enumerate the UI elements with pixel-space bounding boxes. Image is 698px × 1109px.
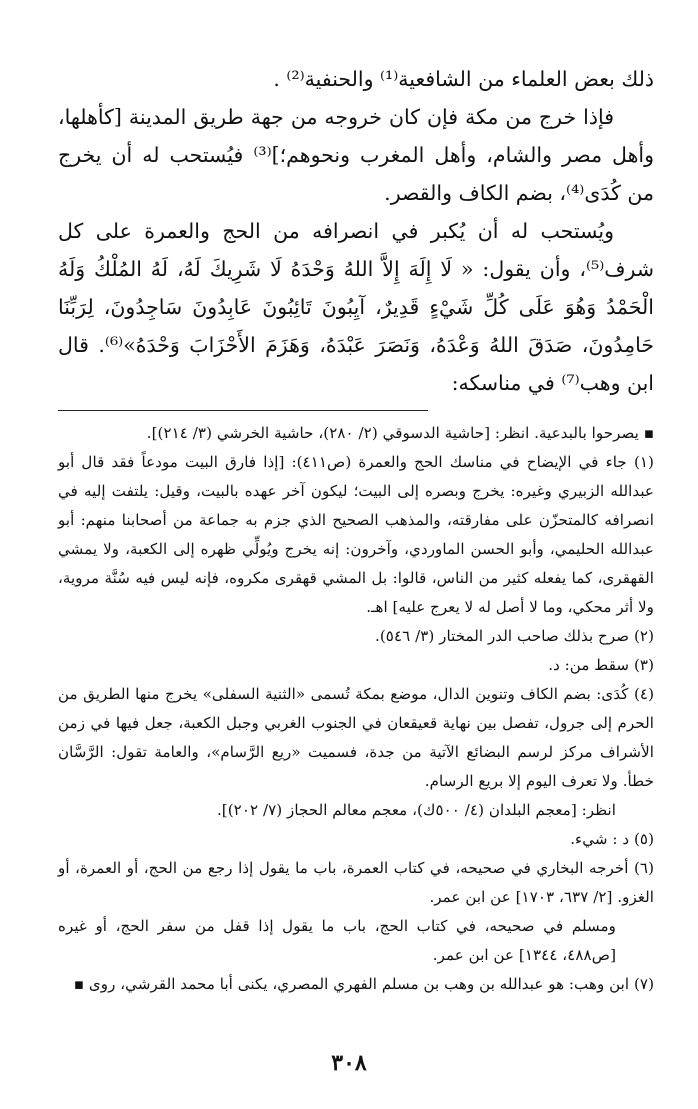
footnote: (٢) صرح بذلك صاحب الدر المختار (٣/ ٥٤٦).: [375, 627, 654, 645]
footnote: (٥) د : شيء.: [570, 830, 654, 848]
footnote-separator: [58, 410, 428, 411]
main-paragraph: فإذا خرج من مكة فإن كان خروجه من جهة طريق المدينة [كأهلها، وأهل مصر والشام، وأهل المغرب ونحوهم؛]⁽³⁾ فيُستحب له أن يخرج من كُدَى⁽⁴⁾، بضم الكاف والقصر.: [58, 105, 654, 205]
main-text: [58, 60, 654, 402]
footnote: ▪ يصرحوا بالبدعية. انظر: [حاشية الدسوقي (٢/ ٢٨٠)، حاشية الخرشي (٣/ ٢١٤)].: [146, 424, 654, 442]
footnote: (٣) سقط من: د.: [548, 656, 654, 674]
footnote: (١) جاء في الإيضاح في مناسك الحج والعمرة (ص٤١١): [إذا فارق البيت مودعاً فقد قال أبو عبدالله الزبيري وغيره: يخرج وبصره إلى البيت؛ ليكون آخر عهده بالبيت، وقيل: يلتفت إليه في انصرافه كالمتحزّن على مفارقته، والمذهب الصحيح الذي جزم به جماعة من أصحابنا منهم: أبو عبدالله الحليمي، وأبو الحسن الماوردي، وآخرون: إنه يخرج ويُولِّي ظهره إلى الكعبة، ولا يمشي القهقرى، كما يفعله كثير من الناس، قالوا: بل المشي قهقرى مكروه، فإنه ليس فيه سُنَّة مروية، ولا أثر محكي، وما لا أصل له لا يعرج عليه] اهـ.: [58, 453, 654, 616]
page-number: ٣٠٨: [331, 1050, 367, 1076]
footnote: (٧) ابن وهب: هو عبدالله بن وهب بن مسلم الفهري المصري، يكنى أبا محمد القرشي، روى ▪: [73, 975, 654, 993]
main-paragraph: ويُستحب له أن يُكبر في انصرافه من الحج والعمرة على كل شرف⁽⁵⁾، وأن يقول: « لَا إِلَهَ إِلاَّ اللهُ وَحْدَهُ لَا شَرِيكَ لَهُ، لَهُ المُلْكُ وَلَهُ الْحَمْدُ وَهُوَ عَلَى كُلِّ شَيْءٍ قَدِيرٌ، آيِبُونَ تَائِبُونَ عَابِدُونَ سَاجِدُونَ، لِرَبِّنَا حَامِدُونَ، صَدَقَ اللهُ وَعْدَهُ، وَنَصَرَ عَبْدَهُ، وَهَزَمَ الأَحْزَابَ وَحْدَهُ»⁽⁶⁾. قال ابن وهب⁽⁷⁾ في مناسكه:: [58, 219, 654, 395]
book-page: [58, 60, 654, 999]
footnote: (٦) أخرجه البخاري في صحيحه، في كتاب العمرة، باب ما يقول إذا رجع من الحج، أو العمرة، أو الغزو. [٢/ ٦٣٧، ١٧٠٣] عن ابن عمر.: [58, 859, 654, 906]
footnotes: [58, 419, 654, 999]
main-paragraph: ذلك بعض العلماء من الشافعية⁽¹⁾ والحنفية⁽²⁾ .: [273, 67, 654, 91]
footnote: انظر: [معجم البلدان (٤/ ٥٠٠ك)، معجم معالم الحجاز (٧/ ٢٠٢)].: [216, 801, 616, 819]
footnote: ومسلم في صحيحه، في كتاب الحج، باب ما يقول إذا قفل من سفر الحج، أو غيره [ص٤٨٨، ١٣٤٤] عن ابن عمر.: [58, 917, 616, 964]
footnote: (٤) كُدَى: بضم الكاف وتنوين الدال، موضع بمكة تُسمى «الثنية السفلى» يخرج منها الطريق من الحرم إلى جرول، تفصل بين نهاية قعيقعان في الجنوب الغربي وجبل الكعبة، جعل فيها في زمن الأشراف مركز لرسم البضائع الآتية من جدة، فسميت «ريع الرَّسام»، والعامة تقول: الرَّسَّان خطأ. ولا تعرف اليوم إلا بريع الرسام.: [58, 685, 654, 790]
